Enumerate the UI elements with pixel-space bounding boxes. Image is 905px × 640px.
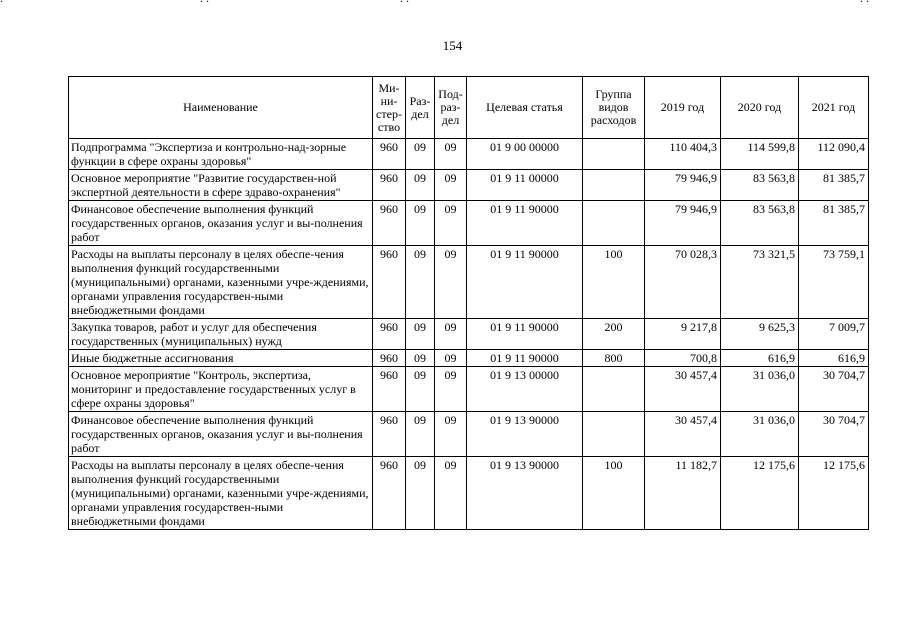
table-row <box>69 350 869 367</box>
cell-name: Подпрограмма "Экспертиза и контрольно-над-зорные функции в сфере охраны здоровья" <box>69 139 373 170</box>
cell-expense-group: 800 <box>583 350 645 367</box>
cell-year-2020: 83 563,8 <box>721 201 799 246</box>
cell-subsection: 09 <box>435 457 467 530</box>
table-row <box>69 457 869 530</box>
table-body <box>69 139 869 530</box>
cell-target: 01 9 11 90000 <box>467 201 583 246</box>
table-row <box>69 246 869 319</box>
cell-subsection: 09 <box>435 139 467 170</box>
cell-year-2021: 12 175,6 <box>799 457 869 530</box>
cell-year-2021: 616,9 <box>799 350 869 367</box>
cell-year-2020: 12 175,6 <box>721 457 799 530</box>
cell-ministry: 960 <box>373 201 406 246</box>
cell-target: 01 9 13 90000 <box>467 457 583 530</box>
table-row <box>69 412 869 457</box>
cell-expense-group <box>583 139 645 170</box>
cell-name: Основное мероприятие "Развитие государствен-ной экспертной деятельности в сфере здраво-охранения" <box>69 170 373 201</box>
cell-section: 09 <box>406 350 435 367</box>
header-year-2019: 2019 год <box>645 77 721 139</box>
cell-expense-group <box>583 367 645 412</box>
header-year-2021: 2021 год <box>799 77 869 139</box>
cell-year-2021: 73 759,1 <box>799 246 869 319</box>
cell-target: 01 9 11 90000 <box>467 246 583 319</box>
header-ministry: Ми-ни-стер-ство <box>373 77 406 139</box>
cropped-text-mark <box>200 0 209 3</box>
cell-year-2020: 114 599,8 <box>721 139 799 170</box>
cell-section: 09 <box>406 201 435 246</box>
cell-expense-group <box>583 201 645 246</box>
cell-target: 01 9 11 90000 <box>467 319 583 350</box>
cell-year-2019: 30 457,4 <box>645 412 721 457</box>
cell-expense-group <box>583 170 645 201</box>
cell-year-2020: 616,9 <box>721 350 799 367</box>
cell-target: 01 9 13 00000 <box>467 367 583 412</box>
cell-year-2021: 81 385,7 <box>799 201 869 246</box>
cell-expense-group <box>583 412 645 457</box>
cell-year-2021: 7 009,7 <box>799 319 869 350</box>
cell-section: 09 <box>406 246 435 319</box>
cell-name: Финансовое обеспечение выполнения функций государственных органов, оказания услуг и вы-полнения работ <box>69 201 373 246</box>
header-name: Наименование <box>69 77 373 139</box>
budget-table <box>68 76 869 530</box>
table-row <box>69 367 869 412</box>
cell-section: 09 <box>406 367 435 412</box>
cell-subsection: 09 <box>435 201 467 246</box>
cropped-text-mark <box>0 0 3 3</box>
cell-section: 09 <box>406 319 435 350</box>
page-number: 154 <box>442 38 463 53</box>
table-row <box>69 201 869 246</box>
cell-subsection: 09 <box>435 412 467 457</box>
cell-subsection: 09 <box>435 350 467 367</box>
cell-year-2019: 79 946,9 <box>645 201 721 246</box>
cell-year-2021: 30 704,7 <box>799 367 869 412</box>
cell-expense-group: 200 <box>583 319 645 350</box>
cell-year-2021: 112 090,4 <box>799 139 869 170</box>
header-subsection: Под-раз-дел <box>435 77 467 139</box>
cell-expense-group: 100 <box>583 246 645 319</box>
cell-ministry: 960 <box>373 319 406 350</box>
cell-ministry: 960 <box>373 367 406 412</box>
table-row <box>69 319 869 350</box>
cell-name: Иные бюджетные ассигнования <box>69 350 373 367</box>
cell-section: 09 <box>406 457 435 530</box>
cell-year-2019: 79 946,9 <box>645 170 721 201</box>
cell-target: 01 9 00 00000 <box>467 139 583 170</box>
header-year-2020: 2020 год <box>721 77 799 139</box>
cell-ministry: 960 <box>373 139 406 170</box>
cell-year-2020: 31 036,0 <box>721 412 799 457</box>
cell-section: 09 <box>406 139 435 170</box>
cell-year-2020: 9 625,3 <box>721 319 799 350</box>
cell-name: Расходы на выплаты персоналу в целях обеспе-чения выполнения функций государственными (муниципальными) органами, казенными учре-ждениями, органами управления государствен-ными внебюджетными фондами <box>69 246 373 319</box>
cell-target: 01 9 11 90000 <box>467 350 583 367</box>
header-expense-group: Группа видов расходов <box>583 77 645 139</box>
cell-year-2020: 31 036,0 <box>721 367 799 412</box>
cell-section: 09 <box>406 170 435 201</box>
cell-year-2021: 30 704,7 <box>799 412 869 457</box>
cell-name: Закупка товаров, работ и услуг для обеспечения государственных (муниципальных) нужд <box>69 319 373 350</box>
cell-target: 01 9 13 90000 <box>467 412 583 457</box>
table-row <box>69 139 869 170</box>
cropped-text-mark <box>860 0 869 3</box>
cell-year-2019: 30 457,4 <box>645 367 721 412</box>
cell-ministry: 960 <box>373 170 406 201</box>
cell-year-2019: 70 028,3 <box>645 246 721 319</box>
cell-year-2020: 73 321,5 <box>721 246 799 319</box>
cell-name: Финансовое обеспечение выполнения функций государственных органов, оказания услуг и вы-полнения работ <box>69 412 373 457</box>
cell-year-2019: 700,8 <box>645 350 721 367</box>
cell-ministry: 960 <box>373 457 406 530</box>
cell-subsection: 09 <box>435 319 467 350</box>
cell-subsection: 09 <box>435 170 467 201</box>
cell-subsection: 09 <box>435 246 467 319</box>
cell-name: Расходы на выплаты персоналу в целях обеспе-чения выполнения функций государственными (муниципальными) органами, казенными учре-ждениями, органами управления государствен-ными внебюджетными фондами <box>69 457 373 530</box>
cell-expense-group: 100 <box>583 457 645 530</box>
cell-year-2019: 110 404,3 <box>645 139 721 170</box>
header-target: Целевая статья <box>467 77 583 139</box>
cell-ministry: 960 <box>373 412 406 457</box>
header-section: Раз-дел <box>406 77 435 139</box>
table-header-row <box>69 77 869 139</box>
cropped-text-mark <box>400 0 409 3</box>
cell-year-2019: 11 182,7 <box>645 457 721 530</box>
cell-section: 09 <box>406 412 435 457</box>
cell-year-2019: 9 217,8 <box>645 319 721 350</box>
table-row <box>69 170 869 201</box>
cell-ministry: 960 <box>373 246 406 319</box>
cell-name: Основное мероприятие "Контроль, экспертиза, мониторинг и предоставление государственных услуг в сфере охраны здоровья" <box>69 367 373 412</box>
cell-ministry: 960 <box>373 350 406 367</box>
cell-year-2021: 81 385,7 <box>799 170 869 201</box>
cell-target: 01 9 11 00000 <box>467 170 583 201</box>
cell-subsection: 09 <box>435 367 467 412</box>
cell-year-2020: 83 563,8 <box>721 170 799 201</box>
